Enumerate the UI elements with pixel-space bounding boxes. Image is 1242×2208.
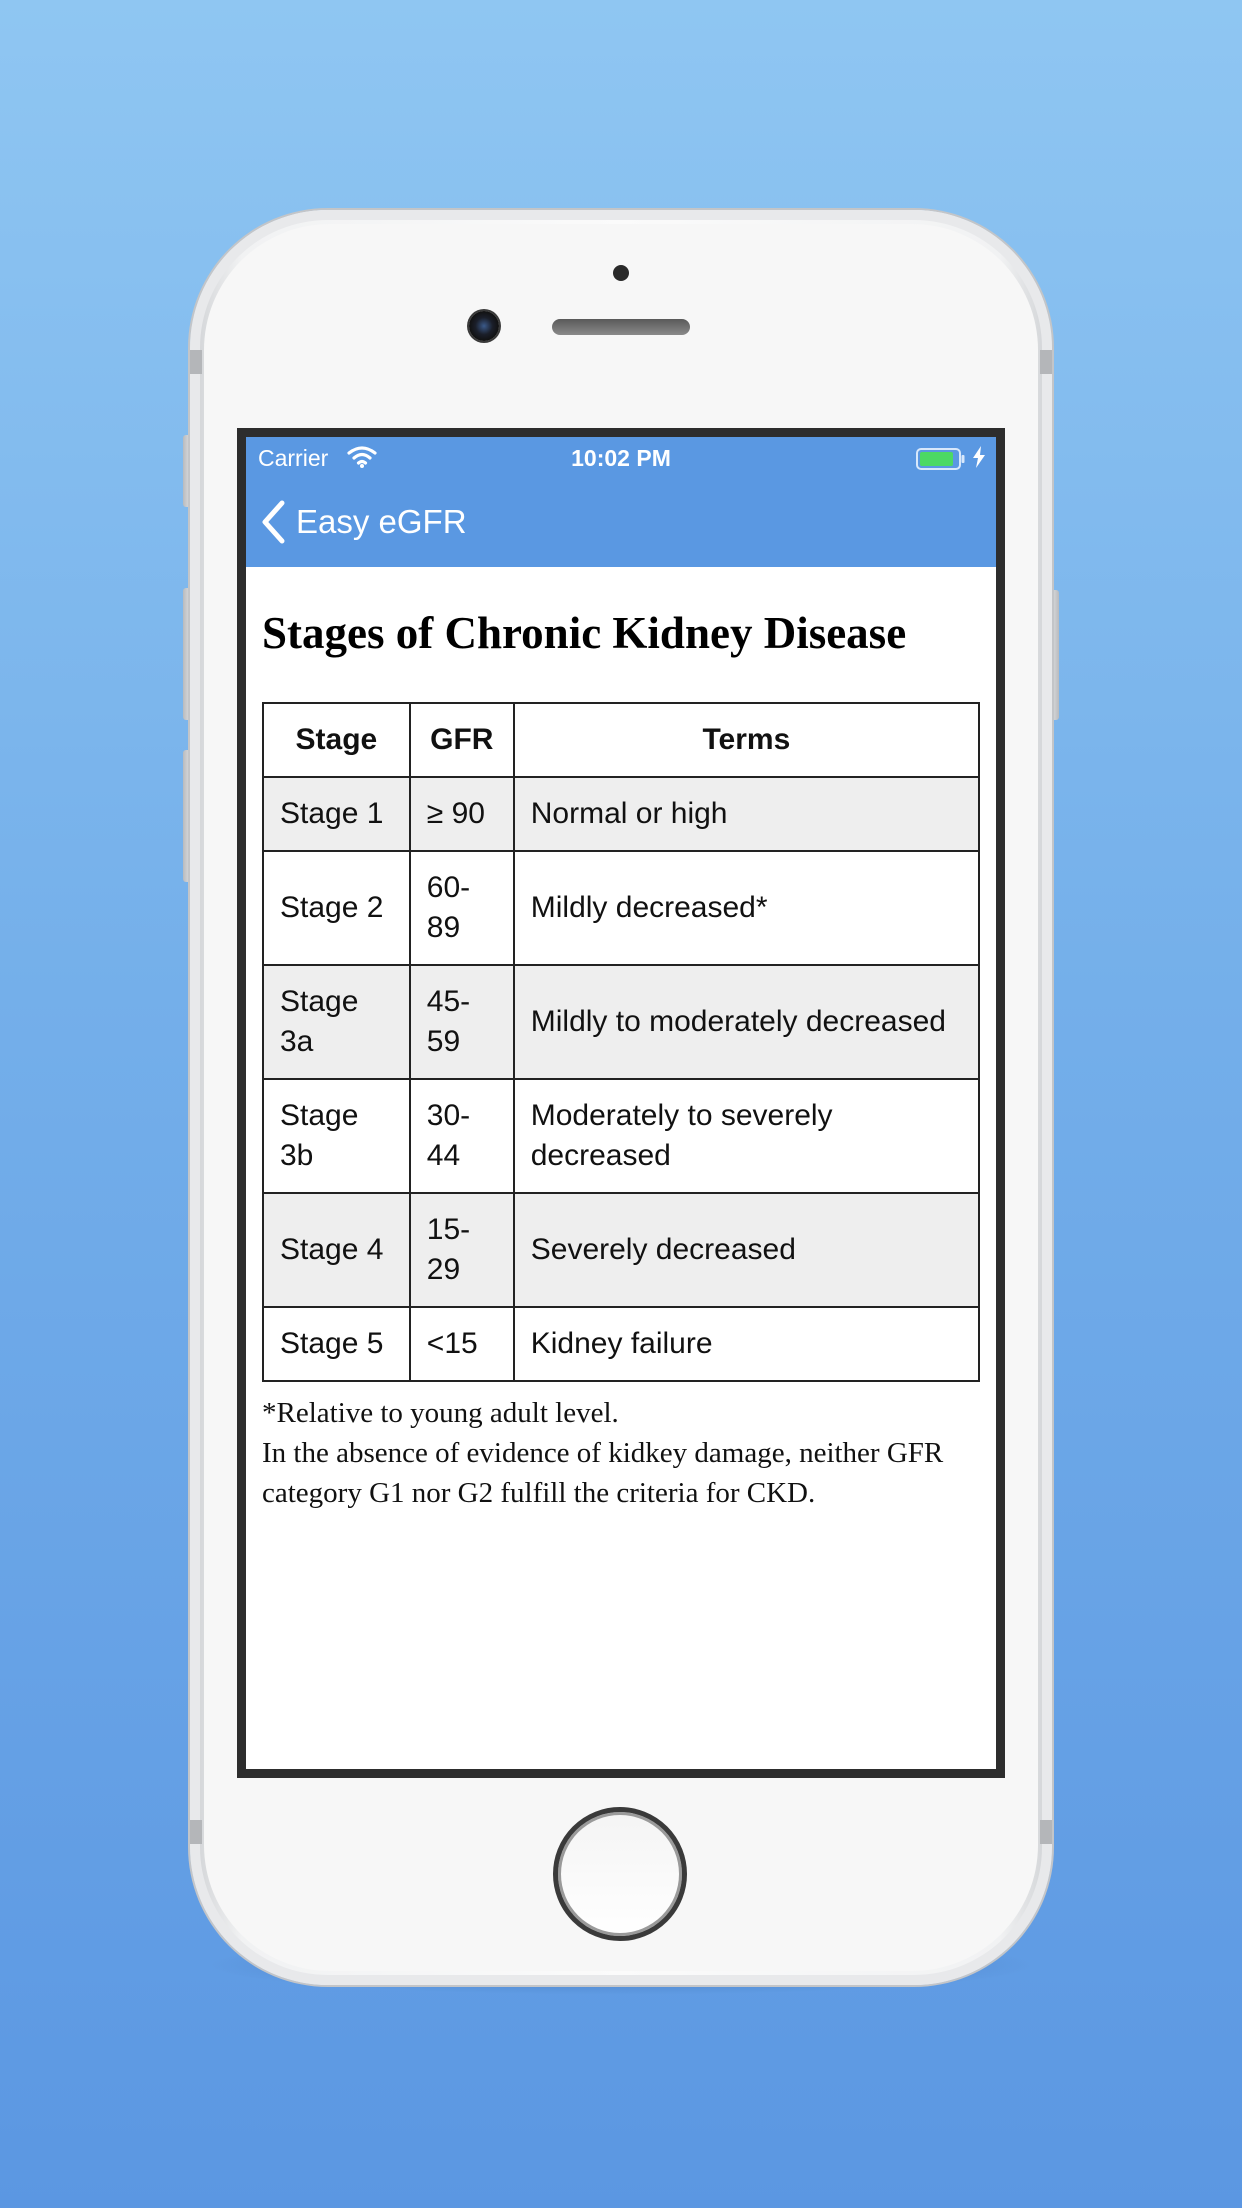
terms-cell: Mildly decreased*: [514, 851, 979, 965]
footnote-ckd-criteria: In the absence of evidence of kidkey damage, neither GFR category G1 nor G2 fulfill the criteria for CKD.: [262, 1437, 944, 1509]
terms-cell: Normal or high: [514, 777, 979, 851]
footnote-relative: *Relative to young adult level.: [262, 1397, 619, 1429]
stage-cell: Stage 3a: [263, 965, 410, 1079]
table-row: [263, 777, 979, 851]
footnotes: [262, 1393, 980, 1513]
gfr-cell: 60-89: [410, 851, 514, 965]
ckd-stages-table: [262, 702, 980, 1382]
table-row: [263, 1193, 979, 1307]
proximity-sensor: [613, 265, 629, 281]
table-row: [263, 1307, 979, 1381]
antenna-band: [190, 350, 202, 374]
antenna-band: [190, 1820, 202, 1844]
column-header-gfr: GFR: [410, 703, 514, 777]
table-header-row: [263, 703, 979, 777]
chevron-left-icon: [260, 500, 286, 544]
column-header-stage: Stage: [263, 703, 410, 777]
gfr-cell: 15-29: [410, 1193, 514, 1307]
gfr-cell: 45-59: [410, 965, 514, 1079]
back-button[interactable]: [260, 477, 467, 567]
charge-icon: [972, 446, 986, 468]
terms-cell: Mildly to moderately decreased: [514, 965, 979, 1079]
table-row: [263, 965, 979, 1079]
table-row: [263, 1079, 979, 1193]
stage-cell: Stage 1: [263, 777, 410, 851]
gfr-cell: <15: [410, 1307, 514, 1381]
page-title: Stages of Chronic Kidney Disease: [262, 608, 907, 658]
page-content: [262, 567, 980, 1509]
stage-cell: Stage 2: [263, 851, 410, 965]
table-row: [263, 851, 979, 965]
terms-cell: Moderately to severely decreased: [514, 1079, 979, 1193]
app-screen: [246, 437, 996, 1769]
home-button[interactable]: [553, 1807, 687, 1941]
terms-cell: Kidney failure: [514, 1307, 979, 1381]
stage-cell: Stage 3b: [263, 1079, 410, 1193]
column-header-terms: Terms: [514, 703, 979, 777]
earpiece-speaker: [552, 319, 690, 335]
front-camera: [469, 311, 499, 341]
back-button-label: Easy eGFR: [296, 503, 467, 540]
nav-bar: [246, 477, 996, 567]
battery-icon: [916, 448, 966, 470]
stage-cell: Stage 4: [263, 1193, 410, 1307]
stage-cell: Stage 5: [263, 1307, 410, 1381]
carrier-label: Carrier: [258, 445, 329, 471]
status-bar: [246, 437, 996, 477]
status-time: 10:02 PM: [571, 445, 671, 471]
antenna-band: [1040, 1820, 1052, 1844]
terms-cell: Severely decreased: [514, 1193, 979, 1307]
navigation-header: [246, 437, 996, 567]
antenna-band: [1040, 350, 1052, 374]
gfr-cell: ≥ 90: [410, 777, 514, 851]
gfr-cell: 30-44: [410, 1079, 514, 1193]
